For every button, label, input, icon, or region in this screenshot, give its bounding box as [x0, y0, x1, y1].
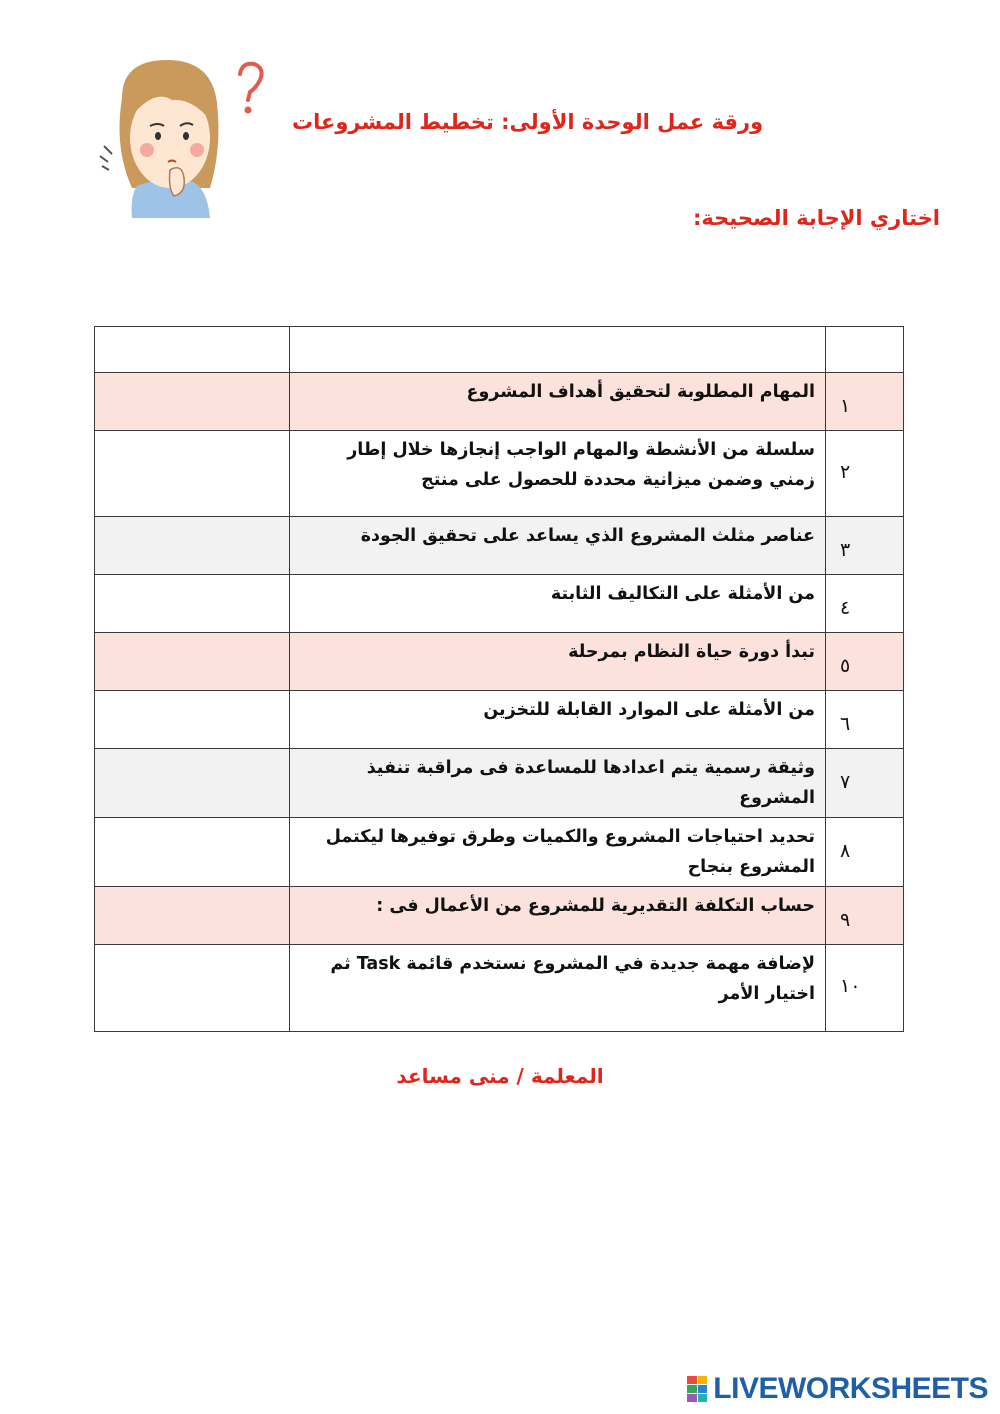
question-number: ٧ — [840, 771, 851, 793]
question-number: ١ — [840, 395, 851, 417]
instruction-heading: اختاري الإجابة الصحيحة: — [693, 206, 940, 230]
table-header-row — [95, 327, 904, 373]
answer-cell[interactable] — [95, 887, 290, 945]
questions-table — [94, 326, 904, 1032]
brand-name: LIVEWORKSHEETS — [713, 1372, 988, 1405]
table-row — [95, 818, 904, 887]
table-row — [95, 633, 904, 691]
answer-cell[interactable] — [95, 691, 290, 749]
question-number: ٩ — [840, 909, 851, 931]
answer-cell[interactable] — [95, 517, 290, 575]
table-row — [95, 749, 904, 818]
answer-cell[interactable] — [95, 945, 290, 1032]
teacher-name: المعلمة / منى مساعد — [396, 1064, 604, 1088]
question-number: ٢ — [840, 461, 851, 483]
thinking-girl-icon — [92, 58, 277, 218]
answer-cell[interactable] — [95, 575, 290, 633]
answer-cell[interactable] — [95, 633, 290, 691]
question-number: ٨ — [840, 840, 851, 862]
question-number: ٤ — [840, 597, 851, 619]
question-text: عناصر مثلث المشروع الذي يساعد على تحقيق الجودة — [360, 526, 815, 546]
question-header-cell — [290, 327, 826, 373]
brand-footer — [687, 1372, 988, 1406]
question-text: تبدأ دورة حياة النظام بمرحلة — [568, 642, 815, 662]
question-number: ١٠ — [840, 975, 861, 997]
answer-cell[interactable] — [95, 373, 290, 431]
table-row — [95, 431, 904, 517]
question-text: سلسلة من الأنشطة والمهام الواجب إنجازها خلال إطار زمني وضمن ميزانية محددة للحصول على منتج — [347, 440, 815, 490]
question-text: لإضافة مهمة جديدة في المشروع نستخدم قائمة Task ثم اختيار الأمر — [330, 954, 815, 1004]
table-row — [95, 691, 904, 749]
question-mark-icon — [240, 64, 262, 114]
number-header-cell — [826, 327, 904, 373]
question-text: تحديد احتياجات المشروع والكميات وطرق توفيرها ليكتمل المشروع بنجاح — [325, 827, 815, 877]
question-number: ٦ — [840, 713, 851, 735]
worksheet-title: ورقة عمل الوحدة الأولى: تخطيط المشروعات — [292, 110, 764, 134]
question-text: المهام المطلوبة لتحقيق أهداف المشروع — [466, 382, 815, 402]
answer-cell[interactable] — [95, 749, 290, 818]
table-row — [95, 575, 904, 633]
question-number: ٣ — [840, 539, 851, 561]
table-row — [95, 887, 904, 945]
question-text: حساب التكلفة التقديرية للمشروع من الأعمال فى : — [376, 896, 815, 916]
question-text: من الأمثلة على التكاليف الثابتة — [550, 584, 815, 604]
question-text: من الأمثلة على الموارد القابلة للتخزين — [483, 700, 815, 720]
question-number: ٥ — [840, 655, 851, 677]
table-row — [95, 945, 904, 1032]
answer-cell[interactable] — [95, 818, 290, 887]
table-row — [95, 373, 904, 431]
answer-cell[interactable] — [95, 431, 290, 517]
question-text: وثيقة رسمية يتم اعدادها للمساعدة فى مراقبة تنفيذ المشروع — [366, 758, 815, 808]
answer-header-cell — [95, 327, 290, 373]
liveworksheets-logo-icon — [687, 1376, 707, 1402]
table-row — [95, 517, 904, 575]
